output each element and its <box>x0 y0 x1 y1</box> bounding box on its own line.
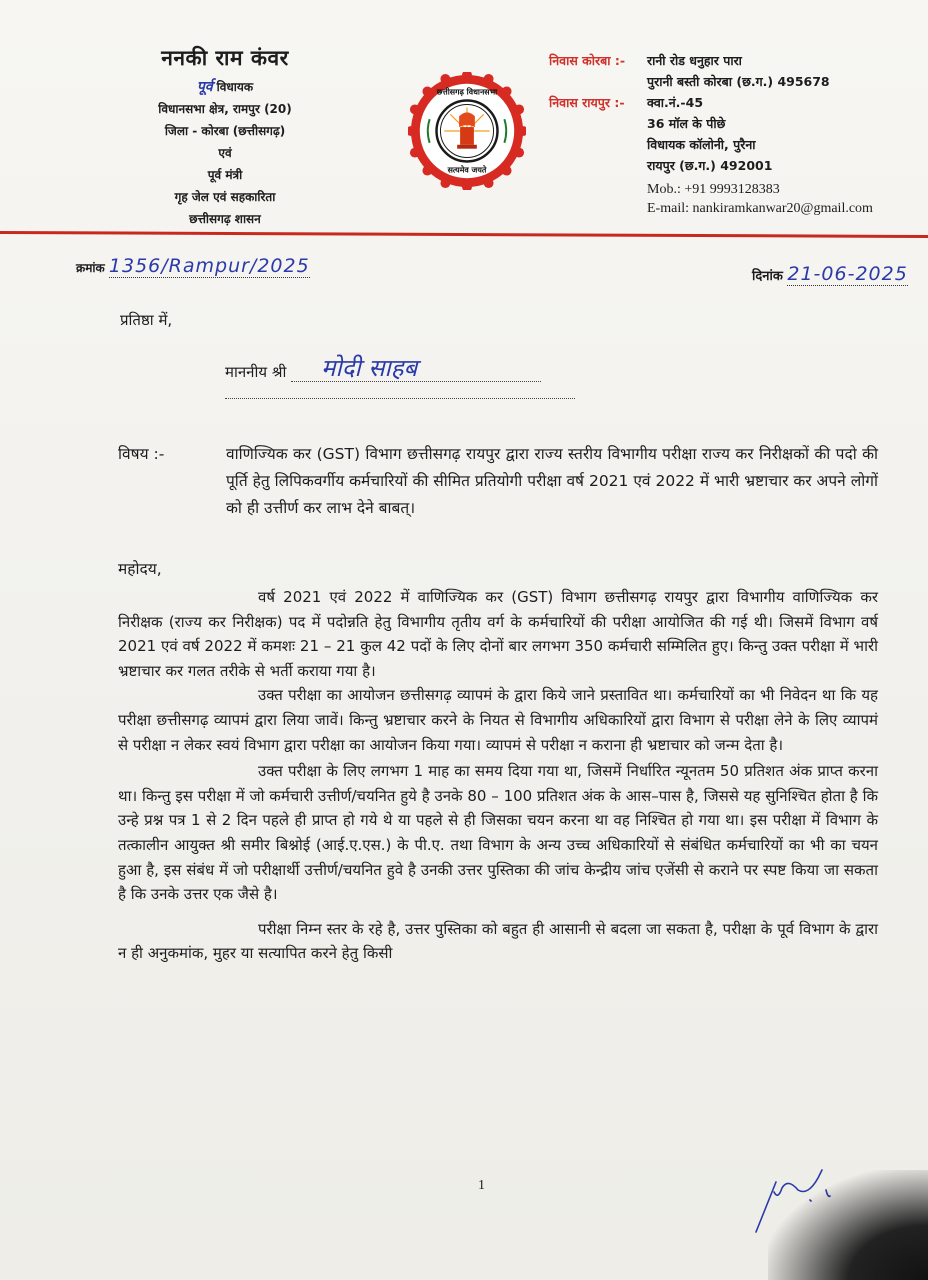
sender-former-minister: पूर्व मंत्री <box>207 168 243 182</box>
date-value: 21-06-2025 <box>787 263 908 285</box>
honorific: माननीय श्री <box>225 363 287 381</box>
sender-departments: गृह जेल एवं सहकारिता <box>174 190 276 204</box>
svg-text:छत्तीसगढ़ विधानसभा: छत्तीसगढ़ विधानसभा <box>436 87 498 97</box>
sender-designation: पूर्व विधायक <box>196 79 254 95</box>
sender-government: छत्तीसगढ़ शासन <box>189 212 261 226</box>
email-address: E-mail: nankiramkanwar20@gmail.com <box>647 201 873 216</box>
body-paragraph: उक्त परीक्षा के लिए लगभग 1 माह का समय दिया गया था, जिसमें निर्धारित न्यूनतम 50 प्रतिशत अंक प्राप्त करना था। किन्तु इस परीक्षा में जो कर्मचारी उत्तीर्ण/चयनित हुये है उनके 80 – 100 प्रतिशत अंक के आस–पास है, जिससे यह सुनिश्चित होता है कि उन्हे प्रश्न पत्र 1 से 2 दिन पहले ही प्राप्त हो गये थे या पहले से ही जिसका चयन करना था वह निश्चित हो गया था। इस परीक्षा में विभाग के तत्कालीन आयुक्त श्री समीर बिश्नोई (आई.ए.एस.) के पी.ए. तथा विभाग के अन्य उच्च अधिकारियों से संबंधित कर्मचारियों का भी का चयन हुआ है, इस संबंध में जो परीक्षार्थी उत्तीर्ण/चयनित हुवे है उनकी उत्तर पुस्तिका की जांच केन्द्रीय जांच एजेंसी से कराने पर स्पष्ट किया जा सकता है कि उनके उत्तर एक जैसे है। <box>118 762 878 904</box>
subject-label: विषय :- <box>118 445 165 463</box>
subject-text: वाणिज्यिक कर (GST) विभाग छत्तीसगढ़ रायपुर द्वारा राज्य स्तरीय विभागीय परीक्षा राज्य कर निरीक्षकों की पदो की पूर्ति हेतु लिपिकवर्गीय कर्मचारियों की सीमित प्रतियोगी परीक्षा वर्ष 2021 एवं 2022 में भारी भ्रष्टाचार कर अपने लोगों को ही उत्तीर्ण कर लाभ देने बाबत्। <box>226 445 878 517</box>
sender-name: ननकी राम कंवर <box>161 46 289 70</box>
sender-constituency: विधानसभा क्षेत्र, रामपुर (20) <box>158 102 292 116</box>
svg-text:सत्यमेव जयते: सत्यमेव जयते <box>447 165 487 175</box>
page-number: 1 <box>478 1178 485 1193</box>
residence-raipur-label: निवास रायपुर :- <box>549 95 625 110</box>
reference-number: क्रमांक 1356/Rampur/2025 <box>76 255 310 277</box>
addressee-line-2 <box>225 398 575 399</box>
residence-korba-label: निवास कोरबा :- <box>549 53 626 68</box>
residence-korba: निवास कोरबा :- रानी रोड धनुहार पारा <box>549 50 873 71</box>
letter-date: दिनांक 21-06-2025 <box>752 263 908 285</box>
to-label: प्रतिष्ठा में, <box>120 311 173 329</box>
sender-and: एवं <box>218 146 232 160</box>
contact-info <box>549 180 873 218</box>
addressee-line <box>291 354 541 382</box>
letter-body <box>118 585 878 966</box>
handwritten-prefix: पूर्व <box>196 79 213 95</box>
mobile-number: Mob.: +91 9993128383 <box>647 182 780 197</box>
letterhead-divider <box>0 231 928 238</box>
addressee <box>225 354 541 382</box>
subject-block <box>118 441 878 522</box>
letterhead-addresses: निवास कोरबा :- रानी रोड धनुहार पारा पुरानी बस्ती कोरबा (छ.ग.) 495678 निवास रायपुर :- क्वा.नं.-45 36 मॉल के पीछे विधायक कॉलोनी, पुरैना रायपुर (छ.ग.) 492001 Mob.: +91 9993128383 E-mail: nankiramkanwar20@gmail.com <box>549 50 873 218</box>
residence-raipur: निवास रायपुर :- क्वा.नं.-45 <box>549 92 873 113</box>
assembly-emblem-icon <box>408 72 526 190</box>
body-paragraph: उक्त परीक्षा का आयोजन छत्तीसगढ़ व्यापमं के द्वारा किये जाने प्रस्तावित था। कर्मचारियों का भी निवेदन था कि यह परीक्षा छत्तीसगढ़ व्यापमं द्वारा लिया जावें। किन्तु भ्रष्टाचार करने के नियत से विभागीय अधिकारियों द्वारा विभाग से परीक्षा लेने के लिए व्यापमं से परीक्षा न लेकर स्वयं विभाग द्वारा परीक्षा का आयोजन किया गया। व्यापमं से परीक्षा न कराना ही भ्रष्टाचार को जन्म देता है। <box>118 686 878 754</box>
letterhead-sender <box>100 44 350 230</box>
addressee-name: मोदी साहब <box>321 354 418 382</box>
body-paragraph: वर्ष 2021 एवं 2022 में वाणिज्यिक कर (GST) विभाग छत्तीसगढ़ रायपुर द्वारा विभागीय वाणिज्यिक कर निरीक्षक (राज्य कर निरीक्षक) पद में पदोन्नति हेतु विभागीय तृतीय वर्ग के कर्मचारियों की परीक्षा आयोजित की गई थी। जिसमें विभाग वर्ष 2021 एवं वर्ष 2022 में कमशः 21 – 21 कुल 42 पदों के लिए दोनों बार लगभग 350 कर्मचारी सम्मिलित हुए। किन्तु उक्त परीक्षा में भारी भ्रष्टाचार कर गलत तरीके से भर्ती कराया गया है। <box>118 588 878 680</box>
salutation: महोदय, <box>118 560 162 578</box>
body-paragraph: परीक्षा निम्न स्तर के रहे है, उत्तर पुस्तिका को बहुत ही आसानी से बदला जा सकता है, परीक्षा के पूर्व विभाग के द्वारा न ही अनुकमांक, मुहर या सत्यापित करने हेतु किसी <box>118 919 878 963</box>
photo-shadow <box>768 1170 928 1280</box>
sender-district: जिला - कोरबा (छत्तीसगढ़) <box>164 124 286 138</box>
reference-value: 1356/Rampur/2025 <box>108 255 310 277</box>
